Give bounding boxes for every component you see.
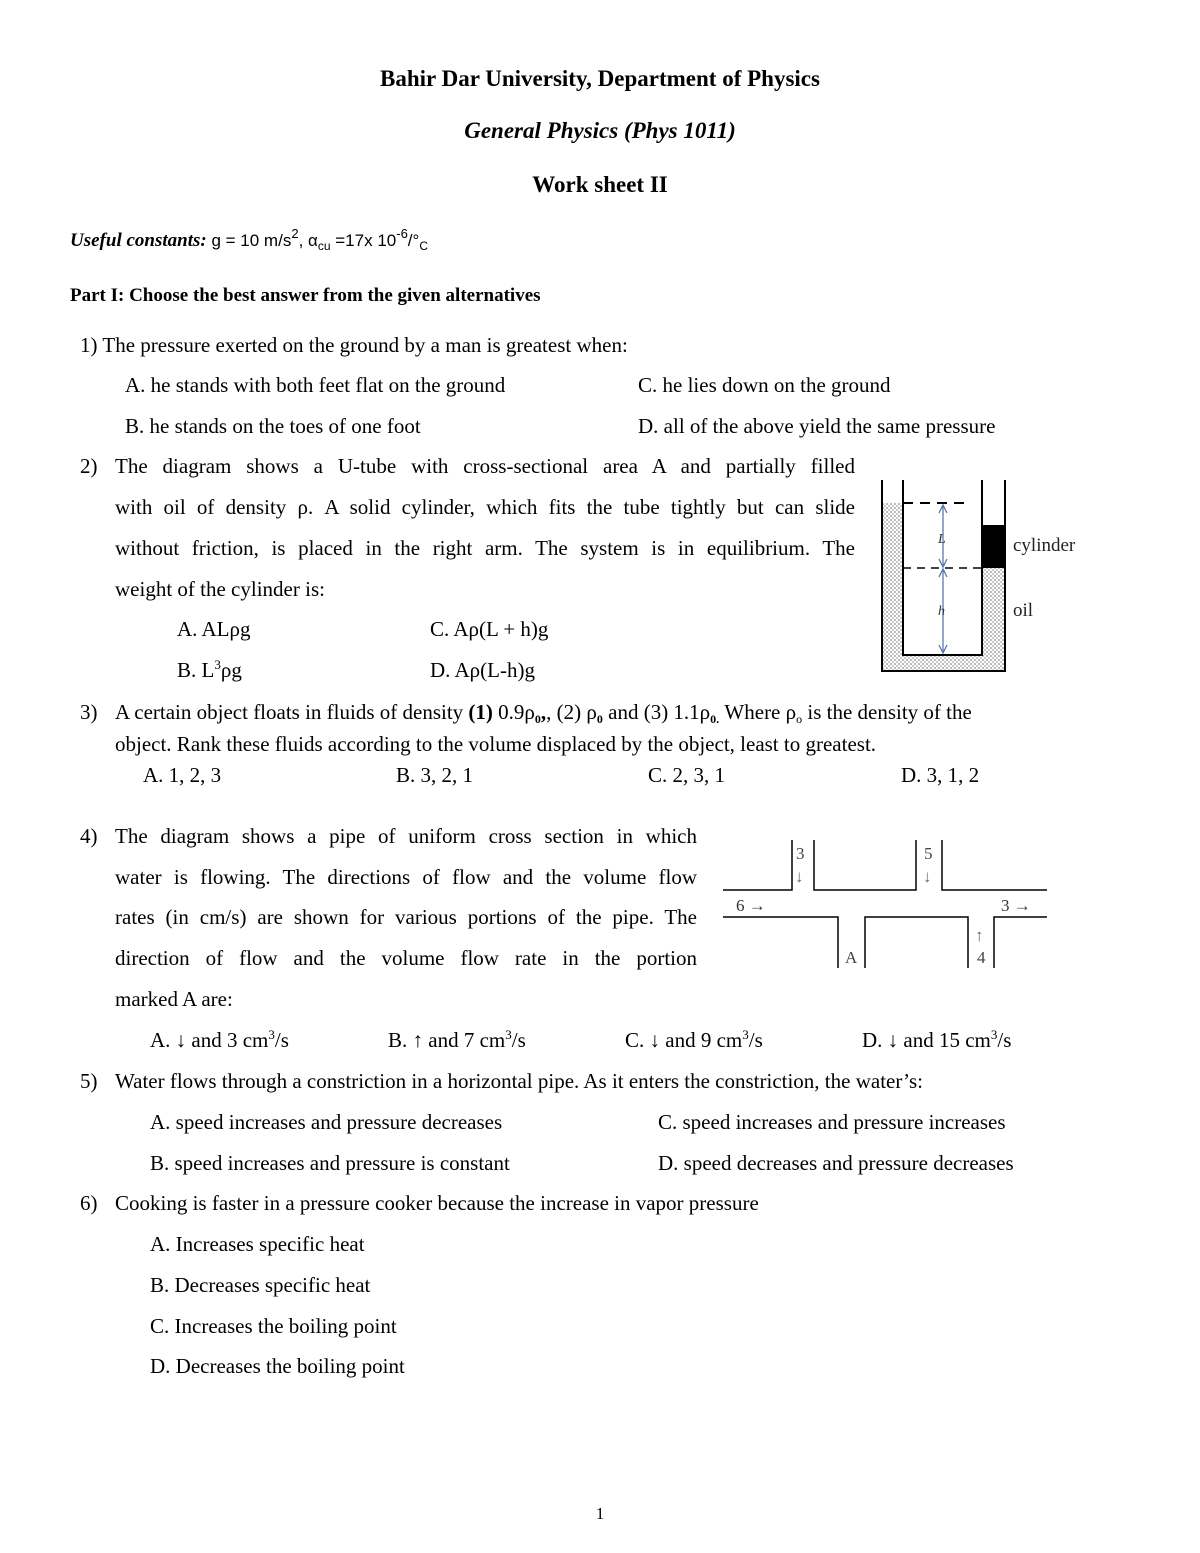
label-h: h — [938, 604, 945, 619]
q6-option-b: B. Decreases specific heat — [150, 1273, 371, 1297]
q4-option-c: C. ↓ and 9 $cm^3/s$ — [625, 1027, 763, 1052]
part1-heading: Part I: Choose the best answer from the given alternatives — [70, 285, 541, 306]
flow-label-3-right: 3 → — [1001, 896, 1031, 915]
q3-option-a: A. 1, 2, 3 — [143, 763, 222, 787]
q6-number: 6) — [80, 1191, 98, 1215]
q5-option-d: D. speed decreases and pressure decreases — [658, 1151, 1014, 1175]
q1-stem: 1) The pressure exerted on the ground by a man is greatest when: — [80, 333, 628, 357]
q3-line1: A certain object floats in fluids of density (1) $0.9\rho_0$,, (2) $\rho_0$ and (3) $1.1\rho_{0.}$ Where $\rho_o$ is the density of the — [115, 700, 972, 726]
sheet-title: Work sheet II — [532, 172, 668, 197]
q2-option-a: A. ALρg — [177, 617, 251, 641]
page-number: 1 — [595, 1504, 605, 1523]
q2-number: 2) — [80, 454, 98, 478]
q5-option-a: A. speed increases and pressure decreases — [150, 1110, 503, 1134]
flow-label-4: 4 — [977, 948, 986, 967]
university-title: Bahir Dar University, Department of Physics — [380, 66, 820, 91]
label-L: L — [938, 532, 946, 547]
q4-line3: rates (in cm/s) are shown for various portions of the pipe. The — [115, 905, 697, 929]
q5-stem: Water flows through a constriction in a horizontal pipe. As it enters the constriction, the water’s: — [115, 1069, 923, 1093]
pipe-flow-diagram — [718, 835, 1058, 975]
pipe-walls — [723, 840, 1047, 968]
q4-line2: water is flowing. The directions of flow and the volume flow — [115, 865, 697, 889]
flow-label-6-right: 6 → — [736, 896, 766, 915]
q4-option-a: A. ↓ and 3 $cm^3/s$ — [150, 1027, 289, 1052]
q5-option-c: C. speed increases and pressure increases — [658, 1110, 1006, 1134]
flow-label-5: 5 — [924, 844, 933, 863]
flow-arrow-5-down: ↓ — [923, 867, 932, 886]
q2-option-d: D. Aρ(L-h)g — [430, 658, 535, 682]
q3-number: 3) — [80, 700, 98, 724]
q3-option-c: C. 2, 3, 1 — [648, 763, 726, 787]
useful-constants: Useful constants: g = 10 $m/s^2$, $\alpha_{cu} =17x$ $10^{-6}/^\circ_C$ — [70, 226, 428, 253]
q2-line1: The diagram shows a U-tube with cross-sectional area A and partially filled — [115, 454, 855, 478]
u-tube-diagram — [870, 475, 1090, 675]
q6-option-d: D. Decreases the boiling point — [150, 1354, 405, 1378]
course-title: General Physics (Phys 1011) — [464, 118, 736, 143]
q4-option-d: D. ↓ and 15 $cm^3/s$ — [862, 1027, 1012, 1052]
q2-line3: without friction, is placed in the right arm. The system is in equilibrium. The — [115, 536, 855, 560]
q1-option-d: D. all of the above yield the same pressure — [638, 414, 996, 438]
q4-line4: direction of flow and the volume flow rate in the portion — [115, 946, 697, 970]
q4-number: 4) — [80, 824, 98, 848]
flow-label-A: A — [845, 948, 858, 967]
cylinder-block — [982, 525, 1005, 568]
q4-line5: marked A are: — [115, 987, 233, 1011]
q4-line1: The diagram shows a pipe of uniform cross section in which — [115, 824, 697, 848]
q2-option-c: C. Aρ(L + h)g — [430, 617, 549, 641]
q6-stem: Cooking is faster in a pressure cooker because the increase in vapor pressure — [115, 1191, 759, 1215]
q2-line2: with oil of density ρ. A solid cylinder, which fits the tube tightly but can slide — [115, 495, 855, 519]
q2-option-b: B. $L^3\rho g$ — [177, 657, 242, 682]
q4-option-b: B. ↑ and 7 $cm^3/s$ — [388, 1027, 526, 1052]
q1-option-c: C. he lies down on the ground — [638, 373, 891, 397]
flow-arrow-3-down: ↓ — [795, 867, 804, 886]
q2-line4: weight of the cylinder is: — [115, 577, 325, 601]
q6-option-a: A. Increases specific heat — [150, 1232, 365, 1256]
flow-label-3-top: 3 — [796, 844, 805, 863]
q3-line2: object. Rank these fluids according to the volume displaced by the object, least to greatest. — [115, 732, 877, 756]
q3-option-d: D. 3, 1, 2 — [901, 763, 980, 787]
q5-number: 5) — [80, 1069, 98, 1093]
label-cylinder: cylinder — [1013, 535, 1076, 556]
q3-option-b: B. 3, 2, 1 — [396, 763, 474, 787]
q6-option-c: C. Increases the boiling point — [150, 1314, 397, 1338]
flow-arrow-4-up: ↑ — [975, 926, 984, 945]
label-oil: oil — [1013, 600, 1034, 621]
q1-option-b: B. he stands on the toes of one foot — [125, 414, 421, 438]
q5-option-b: B. speed increases and pressure is constant — [150, 1151, 510, 1175]
q1-option-a: A. he stands with both feet flat on the ground — [125, 373, 506, 397]
